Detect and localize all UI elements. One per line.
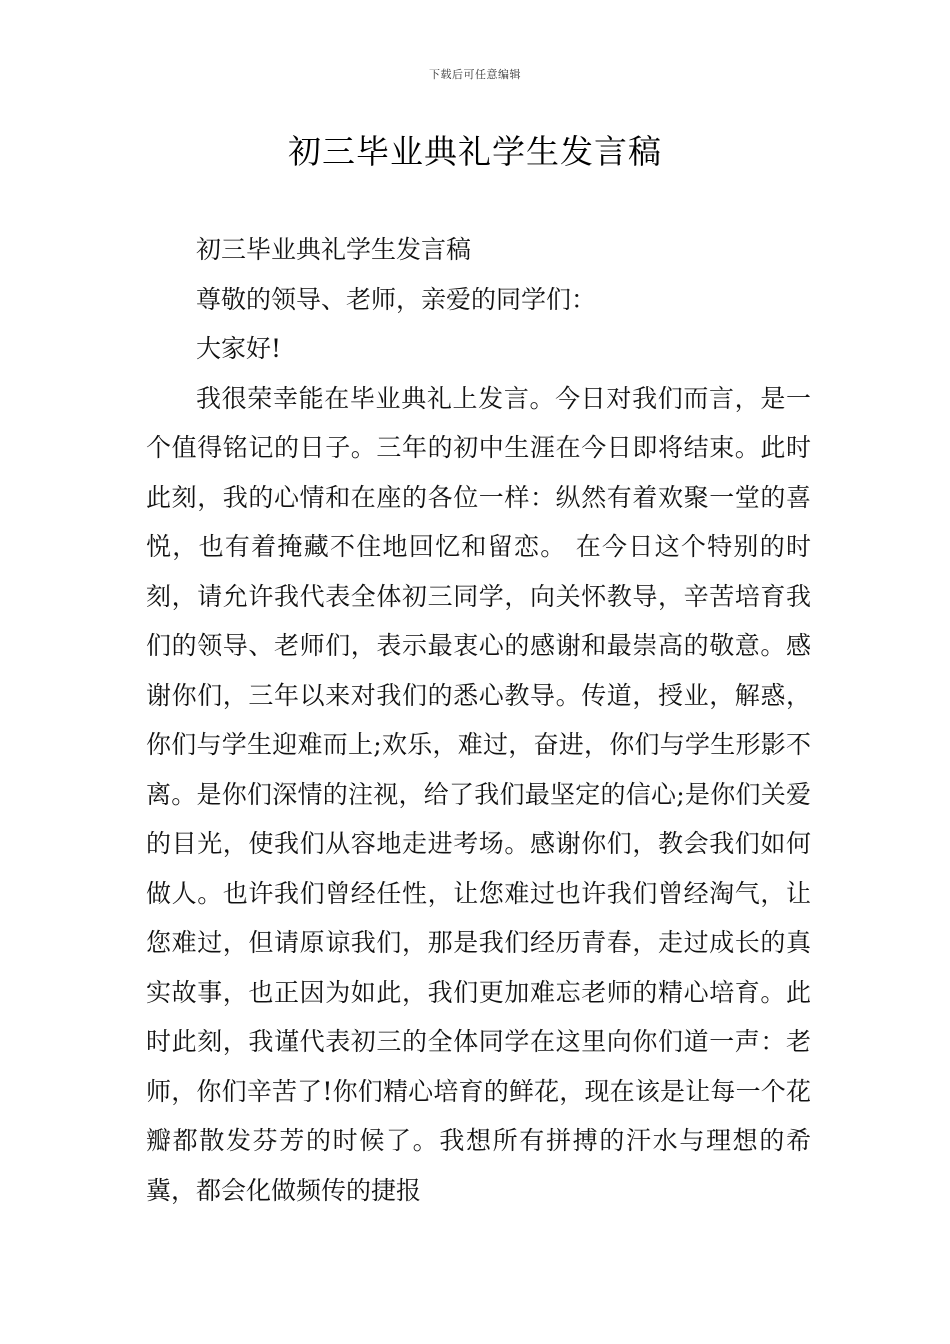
document-title: 初三毕业典礼学生发言稿 [288,132,662,171]
paragraph-main: 我很荣幸能在毕业典礼上发言。今日对我们而言，是一个值得铭记的日子。三年的初中生涯在今日即将结束。此时此刻，我的心情和在座的各位一样：纵然有着欢聚一堂的喜悦，也有着掩藏不住地回忆和留恋。 在今日这个特别的时刻，请允许我代表全体初三同学，向关怀教导，辛苦培育我们的领导、老师们，表示最衷心的感谢和最崇高的敬意。感谢你们，三年以来对我们的悉心教导。传道，授业，解惑，你们与学生迎难而上;欢乐，难过，奋进，你们与学生形影不离。是你们深情的注视，给了我们最坚定的信心;是你们关爱的目光，使我们从容地走进考场。感谢你们，教会我们如何做人。也许我们曾经任性，让您难过也许我们曾经淘气，让您难过，但请原谅我们，那是我们经历青春，走过成长的真实故事，也正因为如此，我们更加难忘老师的精心培育。此时此刻，我谨代表初三的全体同学在这里向你们道一声：老师，你们辛苦了!你们精心培育的鲜花，现在该是让每一个花瓣都散发芬芳的时候了。我想所有拼搏的汗水与理想的希冀，都会化做频传的捷报 [146,383,811,1205]
paragraph-salutation: 尊敬的领导、老师，亲爱的同学们： [196,284,597,314]
paragraph-greeting: 大家好! [196,334,282,363]
paragraph-subtitle: 初三毕业典礼学生发言稿 [196,235,472,264]
document-body [146,225,811,1215]
header-note: 下载后可任意编辑 [429,68,521,81]
